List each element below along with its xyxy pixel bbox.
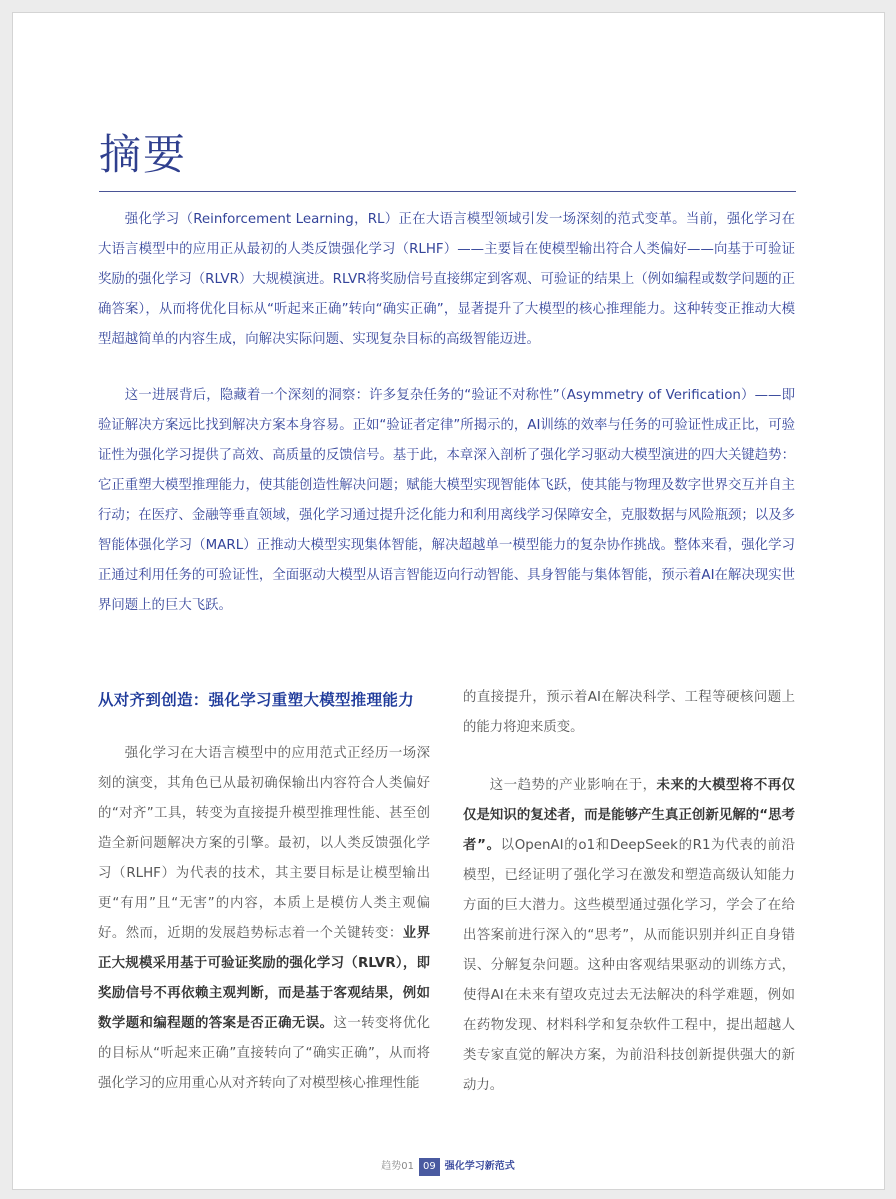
abstract-paragraph: 这一进展背后，隐藏着一个深刻的洞察：许多复杂任务的“验证不对称性”（Asymmetry of Verification）——即验证解决方案远比找到解决方案本身容易。正如“验证者定律”所揭示的，AI训练的效率与任务的可验证性成正比，可验证性为强化学习提供了高效、高质量的反馈信号。基于此，本章深入剖析了强化学习驱动大模型演进的四大关键趋势：它正重塑大模型推理能力，使其能创造性解决问题；赋能大模型实现智能体飞跃，使其能与物理及数字世界交互并自主行动；在医疗、金融等垂直领域，强化学习通过提升泛化能力和利用离线学习保障安全，克服数据与风险瓶颈；以及多智能体强化学习（MARL）正推动大模型实现集体智能，解决超越单一模型能力的复杂协作挑战。整体来看，强化学习正通过利用任务的可验证性，全面驱动大模型从语言智能迈向行动智能、具身智能与集体智能，预示着AI在解决现实世界问题上的巨大飞跃。	[98, 388, 795, 613]
page-number: 09	[419, 1158, 440, 1176]
body-paragraph	[98, 739, 430, 1099]
section-heading: 从对齐到创造：强化学习重塑大模型推理能力	[98, 691, 415, 709]
footer-title: 强化学习新范式	[444, 1161, 515, 1172]
left-column	[98, 683, 430, 1127]
body-paragraph-continued: 的直接提升，预示着AI在解决科学、工程等硬核问题上的能力将迎来质变。	[463, 690, 795, 735]
page-footer	[0, 1158, 896, 1177]
footer-section: 趋势01	[381, 1161, 414, 1172]
bold-text-run: 业界正大规模采用基于可验证奖励的强化学习（RLVR），即奖励信号不再依赖主观判断，而是基于客观结果，例如数学题和编程题的答案是否正确无误。	[98, 926, 431, 1031]
title-divider	[99, 191, 796, 192]
bold-text-run: 未来的大模型将不再仅仅是知识的复述者，而是能够产生真正创新见解的“思考者”。	[463, 778, 795, 853]
text-run: 这一转变将优化的目标从“听起来正确”直接转向了“确实正确”，从而将强化学习的应用重心从对齐转向了对模型核心推理性能	[98, 1016, 431, 1091]
page-title: 摘要	[99, 130, 188, 179]
right-column	[463, 683, 795, 1129]
abstract	[98, 205, 795, 647]
body-paragraph	[463, 771, 795, 1101]
text-run: 以OpenAI的o1和DeepSeek的R1为代表的前沿模型，已经证明了强化学习在激发和塑造高级认知能力方面的巨大潜力。这些模型通过强化学习，学会了在给出答案前进行深入的“思考”，从而能识别并纠正自身错误、分解复杂问题。这种由客观结果驱动的训练方式，使得AI在未来有望攻克过去无法解决的科学难题，例如在药物发现、材料科学和复杂软件工程中，提出超越人类专家直觉的解决方案，为前沿科技创新提供强大的新动力。	[463, 838, 795, 1093]
text-run: 强化学习在大语言模型中的应用范式正经历一场深刻的演变，其角色已从最初确保输出内容符合人类偏好的“对齐”工具，转变为直接提升模型推理性能、甚至创造全新问题解决方案的引擎。最初，以人类反馈强化学习（RLHF）为代表的技术，其主要目标是让模型输出更“有用”且“无害”的内容，本质上是模仿人类主观偏好。然而，近期的发展趋势标志着一个关键转变：	[98, 746, 430, 941]
text-run: 这一趋势的产业影响在于，	[489, 778, 657, 793]
abstract-paragraph: 强化学习（Reinforcement Learning，RL）正在大语言模型领域引发一场深刻的范式变革。当前，强化学习在大语言模型中的应用正从最初的人类反馈强化学习（RLHF）——主要旨在使模型输出符合人类偏好——向基于可验证奖励的强化学习（RLVR）大规模演进。RLVR将奖励信号直接绑定到客观、可验证的结果上（例如编程或数学问题的正确答案），从而将优化目标从“听起来正确”转向“确实正确”，显著提升了大模型的核心推理能力。这种转变正推动大模型超越简单的内容生成，向解决实际问题、实现复杂目标的高级智能迈进。	[98, 212, 795, 347]
